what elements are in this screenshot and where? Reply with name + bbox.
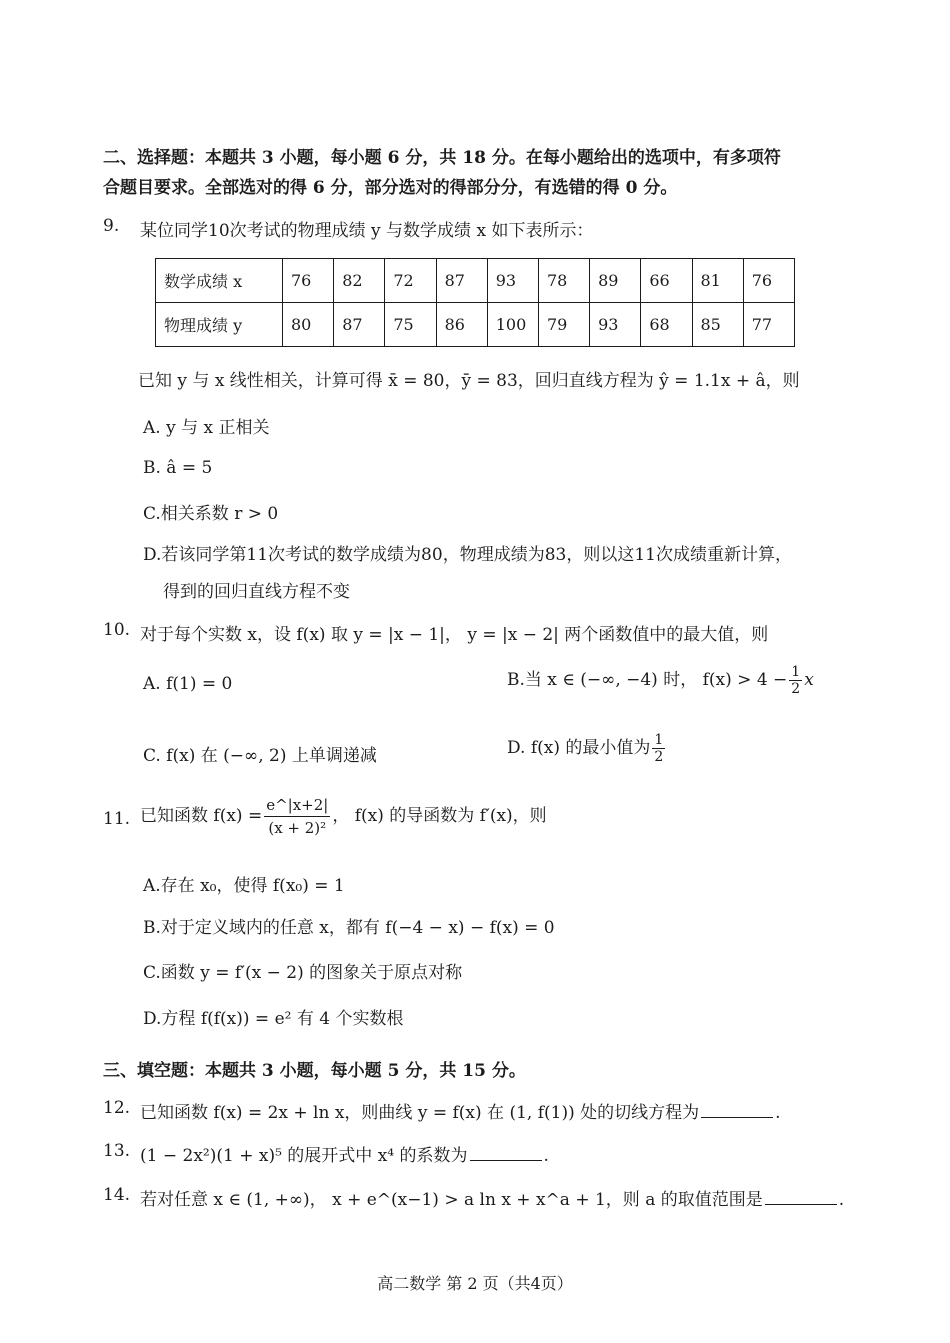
table-cell: 76 [743, 259, 794, 303]
q10-option-c: C. f(x) 在 (−∞, 2) 上单调递减 [143, 746, 377, 766]
q10-option-b-var: x [804, 670, 814, 690]
table-cell: 89 [590, 259, 641, 303]
q9-score-table [155, 258, 795, 347]
table-cell: 72 [385, 259, 436, 303]
fraction [789, 664, 802, 697]
fraction-denominator: (x + 2)² [268, 819, 327, 837]
q12-end: . [775, 1103, 781, 1123]
table-cell: 82 [334, 259, 385, 303]
q14-stem: 若对任意 x ∈ (1, +∞)， x + e^(x−1) > a ln x + x^a + 1，则 a 的取值范围是 [140, 1190, 763, 1210]
table-row-label: 数学成绩 x [156, 259, 283, 303]
q11-option-b: B.对于定义域内的任意 x，都有 f(−4 − x) − f(x) = 0 [143, 918, 555, 938]
q9-option-d-line2: 得到的回归直线方程不变 [163, 582, 350, 602]
table-cell: 93 [487, 259, 538, 303]
q12-number: 12. [103, 1098, 131, 1118]
table-cell: 79 [538, 303, 589, 347]
section2-heading-line2: 合题目要求。全部选对的得 6 分，部分选对的得部分分，有选错的得 0 分。 [103, 178, 678, 198]
fraction [264, 794, 330, 839]
fraction-numerator: e^|x+2| [264, 794, 330, 817]
q9-stem: 某位同学10次考试的物理成绩 y 与数学成绩 x 如下表所示： [140, 221, 594, 241]
section3-heading: 三、填空题：本题共 3 小题，每小题 5 分，共 15 分。 [103, 1061, 526, 1081]
q11-stem-pre: 已知函数 f(x) = [140, 806, 263, 826]
table-cell: 93 [590, 303, 641, 347]
table-cell: 76 [283, 259, 334, 303]
table-row [156, 303, 795, 347]
page-footer: 高二数学 第 2 页（共4页） [377, 1274, 573, 1293]
table-cell: 80 [283, 303, 334, 347]
table-row [156, 259, 795, 303]
table-cell: 78 [538, 259, 589, 303]
q9-given: 已知 y 与 x 线性相关，计算可得 x̄ = 80，ȳ = 83，回归直线方程为 ŷ = 1.1x + â，则 [138, 371, 800, 391]
q14-text [140, 1185, 844, 1210]
fraction [652, 732, 665, 765]
q12-text [140, 1098, 781, 1123]
q10-number: 10. [103, 620, 131, 640]
table-cell: 68 [641, 303, 692, 347]
q9-option-c: C.相关系数 r > 0 [143, 504, 279, 524]
q11-stem [140, 794, 547, 839]
fraction-denominator: 2 [654, 749, 664, 765]
table-cell: 75 [385, 303, 436, 347]
table-cell: 87 [436, 259, 487, 303]
table-cell: 66 [641, 259, 692, 303]
q11-number: 11. [103, 809, 131, 829]
q14-end: . [838, 1190, 845, 1210]
q10-option-d [507, 732, 667, 765]
q9-number: 9. [103, 216, 120, 236]
q11-option-c: C.函数 y = f′(x − 2) 的图象关于原点对称 [143, 963, 463, 983]
q10-option-b-text: B.当 x ∈ (−∞, −4) 时， f(x) > 4 − [507, 670, 788, 690]
table-cell: 77 [743, 303, 794, 347]
fraction-numerator: 1 [654, 732, 664, 748]
q9-option-d-line1: D.若该同学第11次考试的数学成绩为80，物理成绩为83，则以这11次成绩重新计算， [143, 545, 792, 565]
fraction-denominator: 2 [791, 681, 801, 697]
q11-stem-post: ， f(x) 的导函数为 f′(x)，则 [332, 806, 547, 826]
section2-heading-line1: 二、选择题：本题共 3 小题，每小题 6 分，共 18 分。在每小题给出的选项中，有多项符 [103, 148, 781, 168]
table-cell: 87 [334, 303, 385, 347]
q13-number: 13. [103, 1141, 131, 1161]
q9-option-b: B. â = 5 [143, 458, 213, 478]
q9-option-a: A. y 与 x 正相关 [143, 418, 270, 438]
fraction-numerator: 1 [791, 664, 801, 680]
q12-stem: 已知函数 f(x) = 2x + ln x，则曲线 y = f(x) 在 (1, f(1)) 处的切线方程为 [140, 1103, 700, 1123]
table-cell: 86 [436, 303, 487, 347]
q11-option-d: D.方程 f(f(x)) = e² 有 4 个实数根 [143, 1009, 404, 1029]
q13-stem: (1 − 2x²)(1 + x)⁵ 的展开式中 x⁴ 的系数为 [140, 1146, 468, 1166]
answer-blank[interactable] [701, 1103, 773, 1118]
q13-end: . [543, 1146, 549, 1166]
q10-stem: 对于每个实数 x，设 f(x) 取 y = |x − 1|， y = |x − 2| 两个函数值中的最大值，则 [140, 625, 769, 645]
q10-option-a: A. f(1) = 0 [143, 674, 233, 694]
q10-option-b [507, 664, 814, 697]
q13-text [140, 1141, 549, 1166]
answer-blank[interactable] [470, 1146, 542, 1161]
answer-blank[interactable] [765, 1190, 837, 1205]
table-row-label: 物理成绩 y [156, 303, 283, 347]
q11-option-a: A.存在 x₀，使得 f(x₀) = 1 [143, 876, 345, 896]
table-cell: 81 [692, 259, 743, 303]
table-cell: 85 [692, 303, 743, 347]
q14-number: 14. [103, 1185, 131, 1205]
table-cell: 100 [487, 303, 538, 347]
q10-option-d-text: D. f(x) 的最小值为 [507, 738, 651, 758]
